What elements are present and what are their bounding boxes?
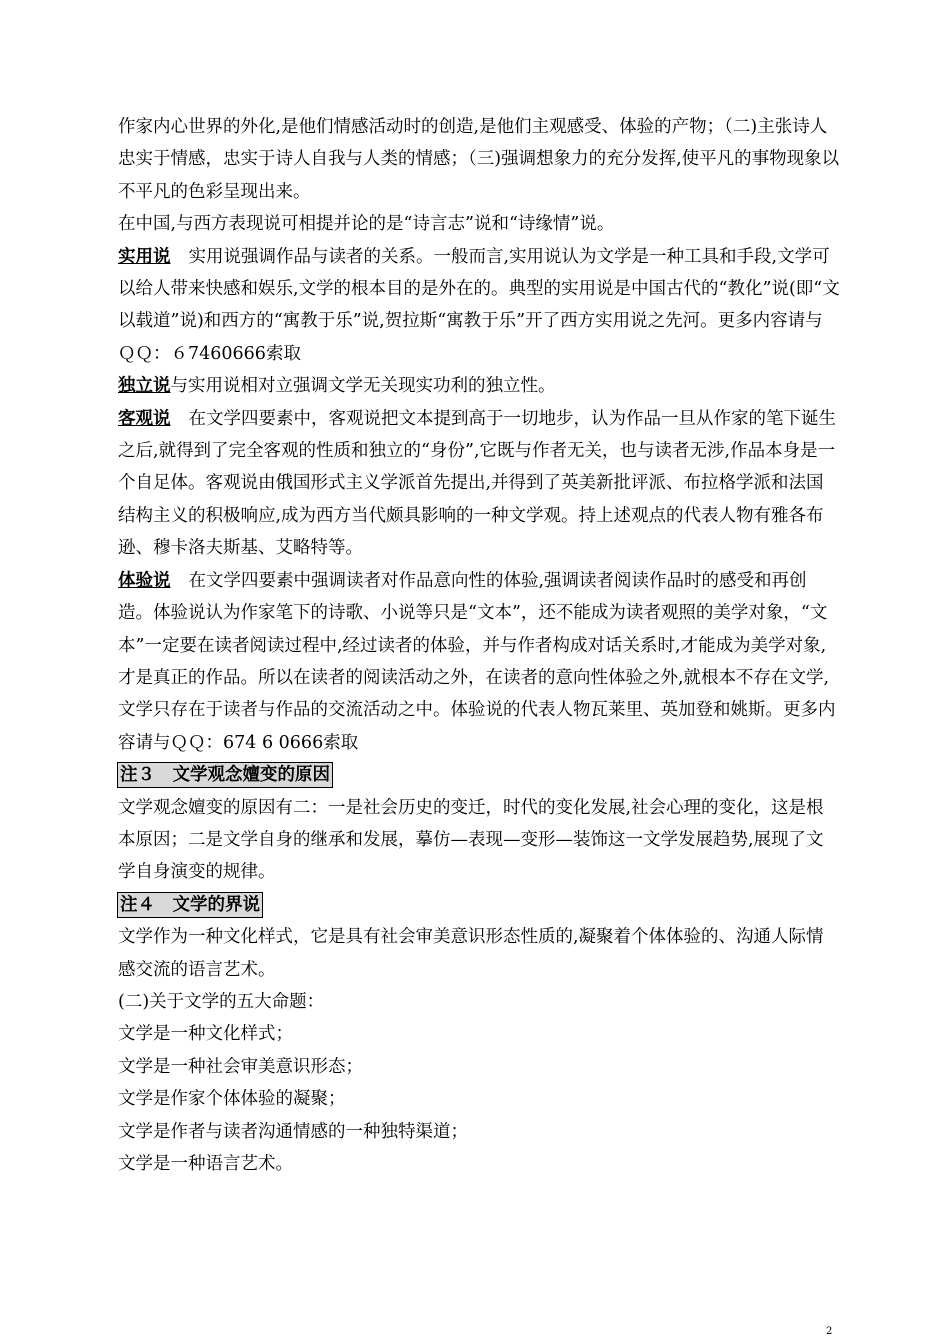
paragraph-independent [118, 370, 840, 402]
objective-text: 在文学四要素中，客观说把文本提到高于一切地步，认为作品一旦从作家的笔下诞生之后,就得到了完全客观的性质和独立的“身份”,它既与作者无关，也与读者无涉,作品本身是一个自足体。客观说由俄国形式主义学派首先提出,并得到了英美新批评派、布拉格学派和法国结构主义的积极响应,成为西方当代颇具影响的一种文学观。持上述观点的代表人物有雅各布逊、穆卡洛夫斯基、艾略特等。 [118, 408, 836, 559]
paragraph-practical [118, 241, 840, 371]
paragraph-objective [118, 403, 840, 565]
note4-paragraph: 文学作为一种文化样式，它是具有社会审美意识形态性质的,凝聚着个体体验的、沟通人际情感交流的语言艺术。 [118, 927, 824, 980]
paragraph-expression-cont: 作家内心世界的外化,是他们情感活动时的创造,是他们主观感受、体验的产物；（二)主张诗人忠实于情感，忠实于诗人自我与人类的情感；（三)强调想象力的充分发挥,使平凡的事物现象以不平凡的色彩呈现出来。 [118, 117, 840, 202]
independent-text: 与实用说相对立强调文学无关现实功利的独立性。 [170, 376, 556, 397]
experience-text: 在文学四要素中强调读者对作品意向性的体验,强调读者阅读作品时的感受和再创造。体验说认为作家笔下的诗歌、小说等只是“文本”，还不能成为读者观照的美学对象，“文本”一定要在读者阅读过程中,经过读者的体验，并与作者构成对话关系时,才能成为美学对象,才是真正的作品。所以在读者的阅读活动之外，在读者的意向性体验之外,就根本不存在文学,文学只存在于读者与作品的交流活动之中。体验说的代表人物瓦莱里、英加登和姚斯。更多内容请与ＱＱ：674 6 0666索取 [118, 570, 836, 753]
page-number: 2 [826, 1326, 833, 1337]
list-item: 文学是一种文化样式； [118, 1024, 293, 1045]
term-practical: 实用说 [118, 246, 171, 267]
term-independent: 独立说 [118, 376, 171, 397]
list-item: 文学是作家个体体验的凝聚； [118, 1089, 346, 1110]
term-experience: 体验说 [118, 570, 171, 591]
term-objective: 客观说 [118, 408, 171, 429]
list-item: 文学是一种社会审美意识形态； [118, 1056, 363, 1077]
list-item: 文学是作者与读者沟通情感的一种独特渠道； [118, 1121, 468, 1142]
note4-heading: 注４ 文学的界说 [117, 892, 263, 918]
paragraph-experience [118, 565, 840, 759]
note3-heading: 注３ 文学观念嬗变的原因 [117, 762, 333, 788]
practical-text: 实用说强调作品与读者的关系。一般而言,实用说认为文学是一种工具和手段,文学可以给人带来快感和娱乐,文学的根本目的是外在的。典型的实用说是中国古代的“教化”说(即“文以载道”说)和西方的“寓教于乐”说,贺拉斯“寓教于乐”开了西方实用说之先河。更多内容请与ＱＱ：６7460666索取 [118, 246, 840, 364]
list-item: 文学是一种语言艺术。 [118, 1154, 293, 1174]
document-body [118, 111, 840, 1180]
paragraph-china-comparison: 在中国,与西方表现说可相提并论的是“诗言志”说和“诗缘情”说。 [118, 214, 615, 235]
note4-subheading: (二)关于文学的五大命题： [118, 991, 325, 1012]
note3-paragraph: 文学观念嬗变的原因有二：一是社会历史的变迁，时代的变化发展,社会心理的变化，这是根本原因；二是文学自身的继承和发展，摹仿—表现—变形—装饰这一文学发展趋势,展现了文学自身演变的规律。 [118, 797, 824, 883]
